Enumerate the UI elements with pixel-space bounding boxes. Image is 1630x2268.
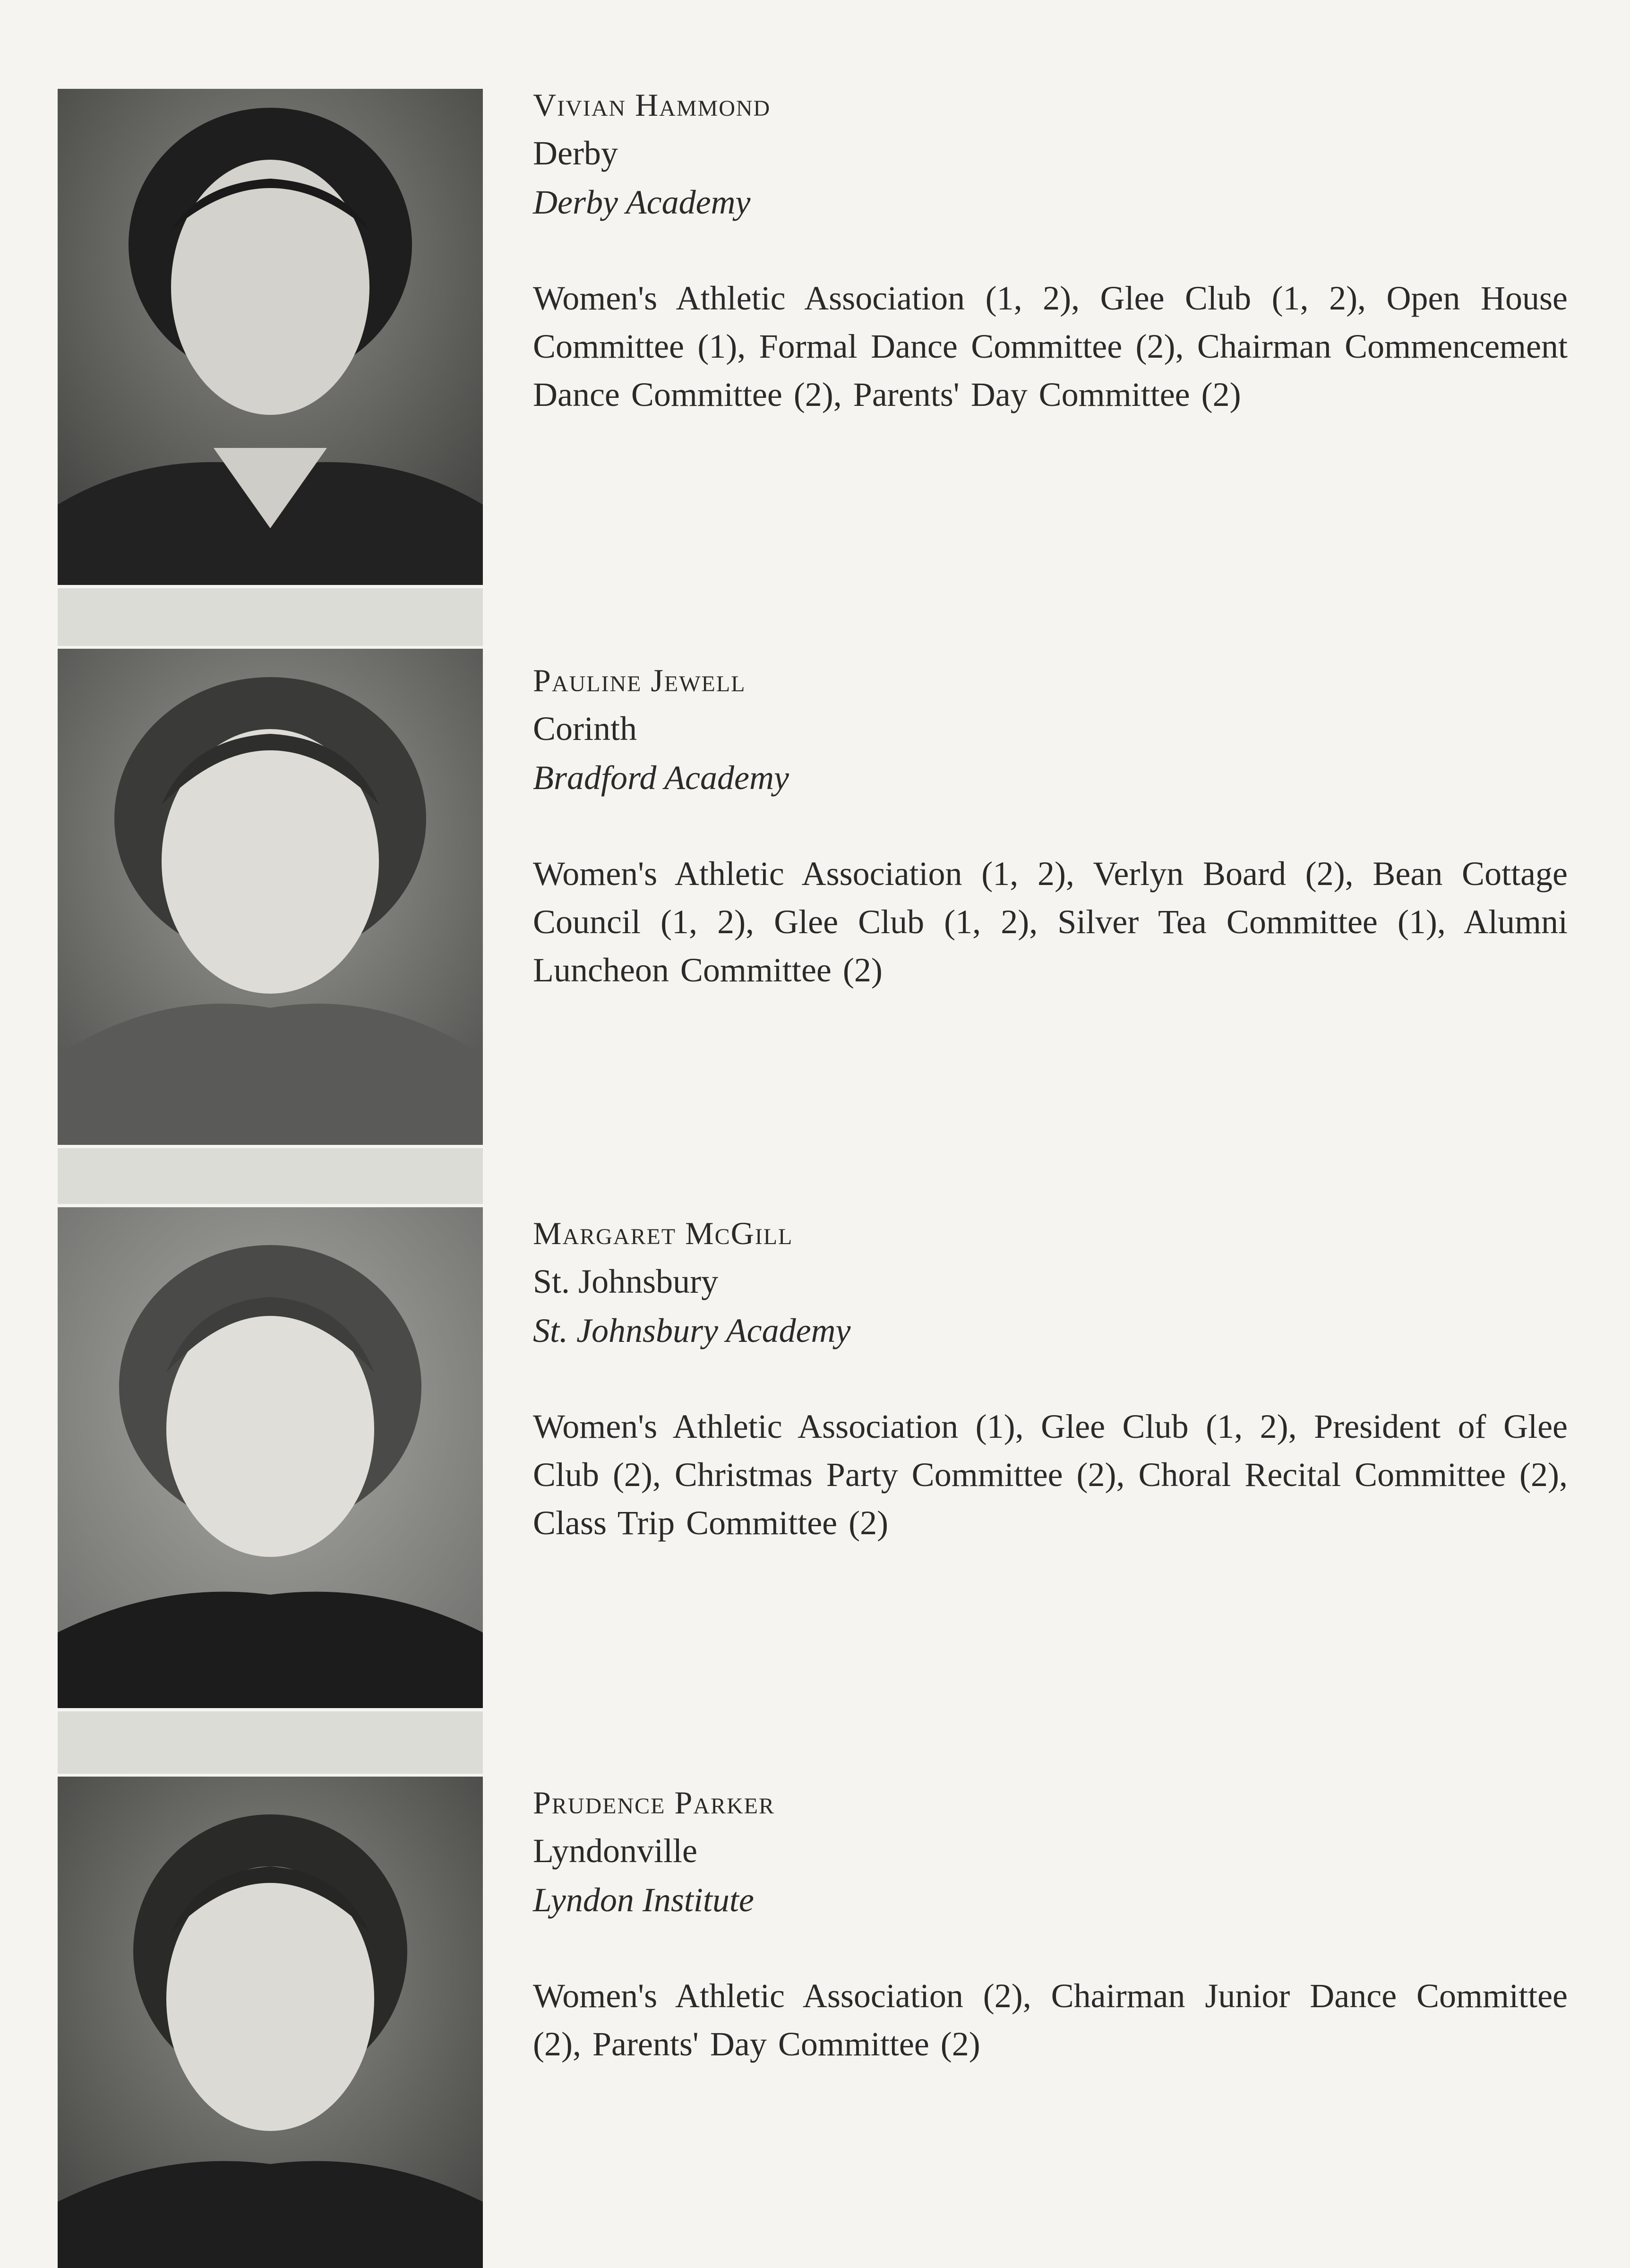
student-hometown: Lyndonville (533, 1832, 697, 1870)
portrait-photo-prudence-parker (58, 1777, 483, 2268)
student-activities: Women's Athletic Association (1), Glee Club (1, 2), President of Glee Club (2), Christmas Party Committee (2), Choral Recital Committee (2), Class Trip Committee (2) (533, 1408, 1568, 1542)
student-activities: Women's Athletic Association (1, 2), Glee Club (1, 2), Open House Committee (1), Formal Dance Committee (2), Chairman Commencement Dance Committee (2), Parents' Day Committee (2) (533, 279, 1568, 413)
student-activities: Women's Athletic Association (2), Chairman Junior Dance Committee (2), Parents' Day Committee (2) (533, 1977, 1568, 2063)
student-entry (533, 1779, 1572, 2068)
student-hometown: St. Johnsbury (533, 1263, 719, 1300)
photo-separator (58, 1148, 483, 1204)
student-entry (533, 657, 1572, 994)
student-entry (533, 1210, 1572, 1547)
student-name: Prudence Parker (533, 1785, 775, 1821)
student-school: Bradford Academy (533, 759, 789, 797)
student-school: St. Johnsbury Academy (533, 1312, 851, 1349)
student-hometown: Derby (533, 134, 618, 172)
student-school: Derby Academy (533, 183, 751, 221)
portrait-photo-margaret-mcgill (58, 1207, 483, 1708)
student-name: Pauline Jewell (533, 662, 746, 698)
portrait-photo-pauline-jewell (58, 649, 483, 1145)
student-activities: Women's Athletic Association (1, 2), Verlyn Board (2), Bean Cottage Council (1, 2), Glee Club (1, 2), Silver Tea Committee (1), Alumni Luncheon Committee (2) (533, 855, 1568, 989)
photo-separator (58, 588, 483, 646)
student-hometown: Corinth (533, 710, 637, 747)
student-name: Vivian Hammond (533, 87, 771, 123)
student-name: Margaret McGill (533, 1215, 793, 1251)
portrait-photo-vivian-hammond (58, 89, 483, 585)
photo-separator (58, 1711, 483, 1774)
student-school: Lyndon Institute (533, 1881, 754, 1919)
student-entry (533, 81, 1572, 419)
